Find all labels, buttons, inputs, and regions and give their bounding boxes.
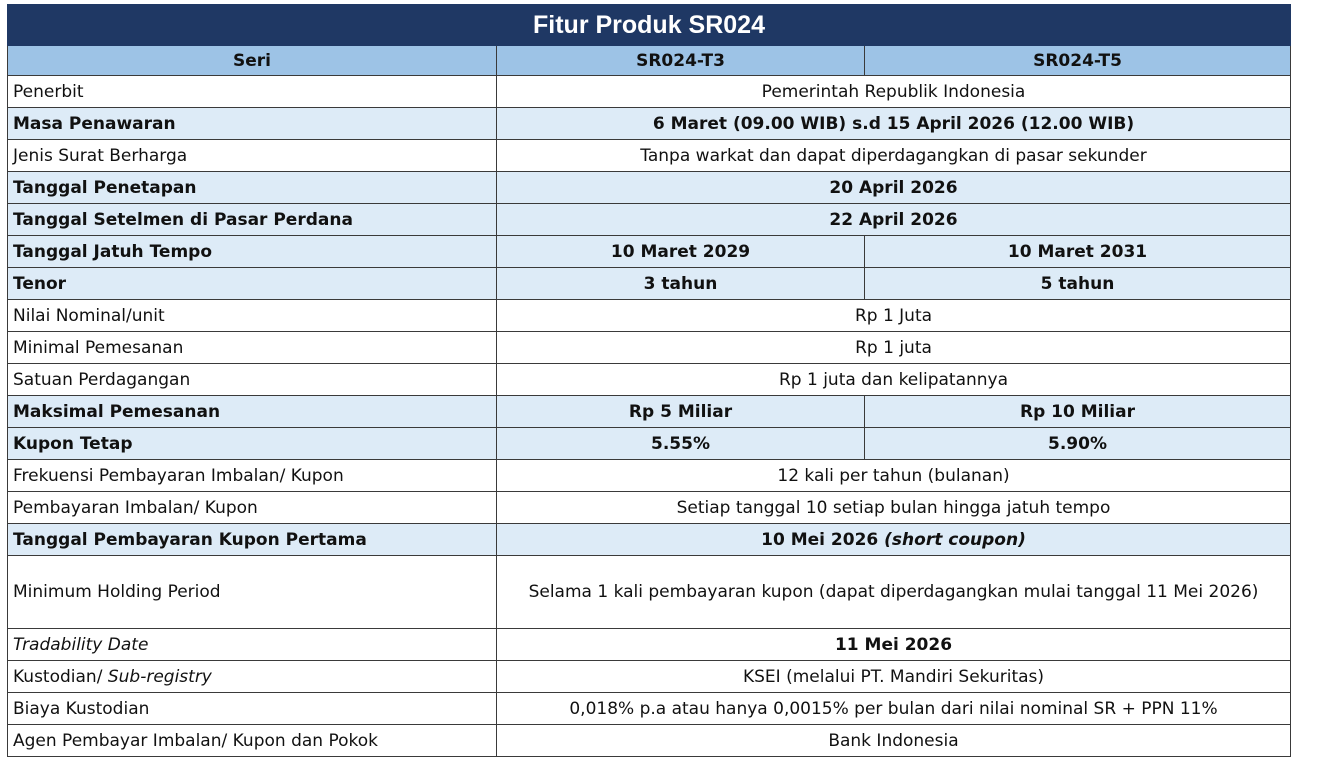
row-label: Tradability Date <box>8 629 497 661</box>
table-row <box>8 108 1291 140</box>
table-row <box>8 268 1291 300</box>
header-row <box>8 46 1291 76</box>
first-coupon-date: 10 Mei 2026 <box>761 529 879 550</box>
row-label: Nilai Nominal/unit <box>8 300 497 332</box>
table-row <box>8 524 1291 556</box>
table-row <box>8 332 1291 364</box>
header-sr024-t3: SR024-T3 <box>497 46 865 76</box>
table-row <box>8 693 1291 725</box>
short-coupon-note: (short coupon) <box>884 529 1026 550</box>
row-value: Tanpa warkat dan dapat diperdagangkan di pasar sekunder <box>497 140 1291 172</box>
row-label: Biaya Kustodian <box>8 693 497 725</box>
row-value-t5: 5.90% <box>865 428 1291 460</box>
row-value-t5: Rp 10 Miliar <box>865 396 1291 428</box>
row-value-t3: Rp 5 Miliar <box>497 396 865 428</box>
row-value: Selama 1 kali pembayaran kupon (dapat diperdagangkan mulai tanggal 11 Mei 2026) <box>497 556 1291 629</box>
table-row <box>8 364 1291 396</box>
row-value: Setiap tanggal 10 setiap bulan hingga jatuh tempo <box>497 492 1291 524</box>
row-label: Satuan Perdagangan <box>8 364 497 396</box>
product-features-table <box>7 4 1291 757</box>
table-row <box>8 661 1291 693</box>
row-value: Rp 1 juta dan kelipatannya <box>497 364 1291 396</box>
header-sr024-t5: SR024-T5 <box>865 46 1291 76</box>
row-label: Maksimal Pemesanan <box>8 396 497 428</box>
row-label: Tanggal Jatuh Tempo <box>8 236 497 268</box>
row-value <box>497 524 1291 556</box>
table-row <box>8 556 1291 629</box>
row-value: 11 Mei 2026 <box>497 629 1291 661</box>
table-row <box>8 629 1291 661</box>
row-value-t3: 10 Maret 2029 <box>497 236 865 268</box>
table-row <box>8 236 1291 268</box>
sub-registry-label: Sub-registry <box>107 666 212 687</box>
row-label: Minimum Holding Period <box>8 556 497 629</box>
table-row <box>8 300 1291 332</box>
row-value-t3: 5.55% <box>497 428 865 460</box>
row-label: Frekuensi Pembayaran Imbalan/ Kupon <box>8 460 497 492</box>
row-value-t5: 5 tahun <box>865 268 1291 300</box>
table-row <box>8 492 1291 524</box>
row-label: Tanggal Setelmen di Pasar Perdana <box>8 204 497 236</box>
row-value: KSEI (melalui PT. Mandiri Sekuritas) <box>497 661 1291 693</box>
row-label: Masa Penawaran <box>8 108 497 140</box>
table-row <box>8 140 1291 172</box>
table-row <box>8 725 1291 757</box>
row-value: 22 April 2026 <box>497 204 1291 236</box>
row-label: Tanggal Penetapan <box>8 172 497 204</box>
row-label: Tenor <box>8 268 497 300</box>
row-value-t3: 3 tahun <box>497 268 865 300</box>
row-value-t5: 10 Maret 2031 <box>865 236 1291 268</box>
row-value: 0,018% p.a atau hanya 0,0015% per bulan dari nilai nominal SR + PPN 11% <box>497 693 1291 725</box>
custodian-label: Kustodian/ <box>13 666 103 687</box>
row-label: Agen Pembayar Imbalan/ Kupon dan Pokok <box>8 725 497 757</box>
table-row <box>8 428 1291 460</box>
row-value: Rp 1 Juta <box>497 300 1291 332</box>
row-label <box>8 661 497 693</box>
table-row <box>8 460 1291 492</box>
row-label: Kupon Tetap <box>8 428 497 460</box>
table-row <box>8 76 1291 108</box>
row-value: 12 kali per tahun (bulanan) <box>497 460 1291 492</box>
table-title: Fitur Produk SR024 <box>8 5 1291 46</box>
table-row <box>8 172 1291 204</box>
row-label: Tanggal Pembayaran Kupon Pertama <box>8 524 497 556</box>
row-label: Jenis Surat Berharga <box>8 140 497 172</box>
row-label: Penerbit <box>8 76 497 108</box>
row-label: Minimal Pemesanan <box>8 332 497 364</box>
table-row <box>8 396 1291 428</box>
product-features-table-container <box>7 4 1290 757</box>
title-row <box>8 5 1291 46</box>
table-row <box>8 204 1291 236</box>
row-value: Bank Indonesia <box>497 725 1291 757</box>
row-value: Rp 1 juta <box>497 332 1291 364</box>
row-value: Pemerintah Republik Indonesia <box>497 76 1291 108</box>
header-seri: Seri <box>8 46 497 76</box>
row-value: 20 April 2026 <box>497 172 1291 204</box>
row-label: Pembayaran Imbalan/ Kupon <box>8 492 497 524</box>
row-value: 6 Maret (09.00 WIB) s.d 15 April 2026 (12.00 WIB) <box>497 108 1291 140</box>
